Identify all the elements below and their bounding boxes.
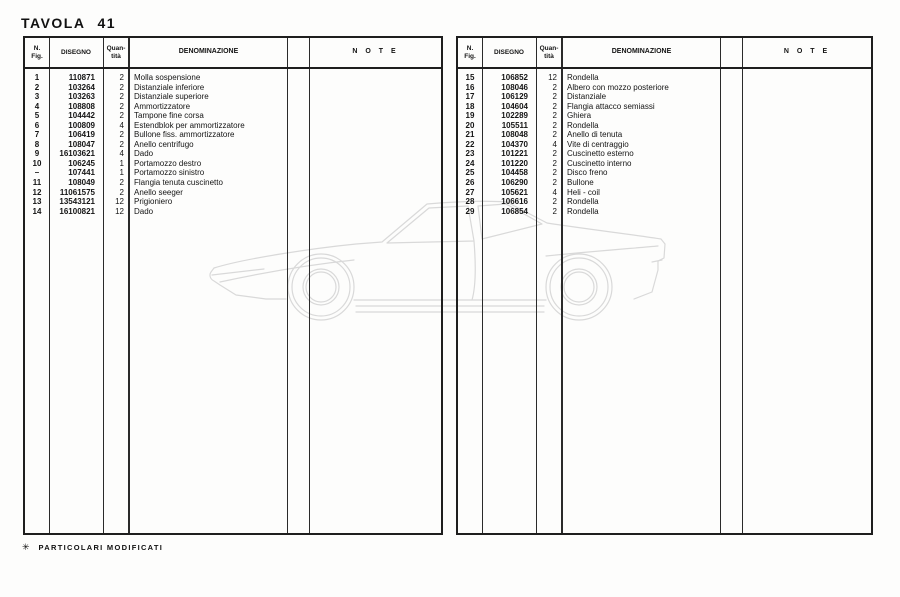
fig-number: 23 (465, 149, 475, 159)
fig-number: 13 (32, 197, 42, 207)
drawing-number: 102289 (501, 111, 528, 121)
fig-number: 17 (465, 92, 475, 102)
quantity: 2 (552, 120, 557, 130)
footer-label: PARTICOLARI MODIFICATI (38, 542, 164, 552)
quantity: 2 (552, 178, 557, 188)
fig-number: 19 (465, 111, 475, 121)
header-quantita: Quan- tità (539, 44, 559, 60)
header-disegno: DISEGNO (494, 48, 524, 56)
fig-number: 11 (32, 178, 42, 188)
quantity: 4 (119, 120, 124, 130)
denomination: Portamozzo destro (134, 158, 202, 168)
header-denominazione: DENOMINAZIONE (611, 48, 672, 56)
asterisk-icon: ✳ (22, 542, 30, 552)
drawing-number: 107441 (68, 168, 95, 178)
drawing-number: 13543121 (59, 197, 95, 207)
denomination: Prigioniero (134, 197, 173, 207)
fig-number: 4 (34, 101, 40, 111)
table-row (25, 149, 441, 159)
table-row (458, 102, 871, 112)
fig-number: 18 (465, 101, 475, 111)
drawing-number: 101220 (501, 158, 528, 168)
denomination: Anello seeger (134, 187, 183, 197)
drawing-number: 108049 (68, 178, 95, 188)
denomination: Heli - coil (567, 187, 600, 197)
denomination: Estendblok per ammortizzatore (134, 120, 245, 130)
quantity: 12 (115, 197, 124, 207)
table-row (458, 159, 871, 169)
quantity: 2 (552, 92, 557, 102)
denomination: Bullone (567, 178, 594, 188)
fig-number: 9 (34, 149, 40, 159)
denomination: Anello di tenuta (567, 130, 623, 140)
fig-number: 25 (465, 168, 475, 178)
drawing-number: 110871 (68, 73, 95, 82)
quantity: 12 (115, 206, 124, 216)
table-row (458, 188, 871, 198)
quantity: 2 (119, 73, 124, 82)
drawing-number: 105621 (501, 187, 528, 197)
denomination: Bullone fiss. ammortizzatore (134, 130, 235, 140)
table-row (458, 92, 871, 102)
quantity: 1 (119, 158, 124, 168)
fig-number: 27 (465, 187, 475, 197)
drawing-number: 108808 (68, 101, 95, 111)
drawing-number: 16103621 (59, 149, 95, 159)
drawing-number: 11061575 (59, 187, 95, 197)
quantity: 2 (552, 197, 557, 207)
table-row (25, 130, 441, 140)
denomination: Rondella (567, 197, 599, 207)
fig-number: 21 (465, 130, 475, 140)
table-row (25, 197, 441, 207)
table-row (458, 130, 871, 140)
drawing-number: 108046 (501, 82, 528, 92)
drawing-number: 16100821 (59, 206, 95, 216)
table-row (458, 140, 871, 150)
denomination: Molla sospensione (134, 73, 201, 82)
denomination: Distanziale superiore (134, 92, 209, 102)
table-row (25, 111, 441, 121)
denomination: Distanziale (567, 92, 607, 102)
table-row (25, 121, 441, 131)
page-title (21, 15, 116, 31)
denomination: Rondella (567, 120, 599, 130)
drawing-number: 104604 (501, 101, 528, 111)
table-row (25, 102, 441, 112)
footer-legend (22, 542, 163, 552)
drawing-number: 106616 (501, 197, 528, 207)
denomination: Tampone fine corsa (134, 111, 204, 121)
fig-number: 3 (34, 92, 40, 102)
header-quantita: Quan- tità (106, 44, 126, 60)
fig-number: 1 (34, 73, 40, 82)
parts-table-left (23, 36, 443, 535)
header-disegno: DISEGNO (61, 48, 91, 56)
table-row (25, 92, 441, 102)
table-body (458, 73, 871, 216)
table-row (458, 168, 871, 178)
fig-number: 5 (34, 111, 40, 121)
table-row (458, 111, 871, 121)
quantity: 2 (552, 158, 557, 168)
quantity: 1 (119, 168, 124, 178)
fig-number: 26 (465, 178, 475, 188)
table-row (458, 83, 871, 93)
table-row (25, 188, 441, 198)
table-header (458, 38, 871, 69)
quantity: 2 (552, 130, 557, 140)
drawing-number: 106419 (68, 130, 95, 140)
fig-number: 10 (32, 158, 42, 168)
quantity: 2 (119, 82, 124, 92)
quantity: 2 (119, 130, 124, 140)
fig-number: 16 (465, 82, 475, 92)
quantity: 2 (552, 168, 557, 178)
quantity: 2 (552, 82, 557, 92)
drawing-number: 103264 (68, 82, 95, 92)
denomination: Anello centrifugo (134, 139, 194, 149)
drawing-number: 104458 (501, 168, 528, 178)
parts-table-right (456, 36, 873, 535)
quantity: 2 (119, 101, 124, 111)
drawing-number: 106129 (501, 92, 528, 102)
denomination: Rondella (567, 73, 599, 82)
quantity: 2 (552, 111, 557, 121)
drawing-number: 106245 (68, 158, 95, 168)
drawing-number: 106290 (501, 178, 528, 188)
fig-number: 6 (34, 120, 40, 130)
drawing-number: 101221 (501, 149, 528, 159)
table-row (25, 207, 441, 217)
fig-number: 14 (32, 206, 42, 216)
table-body (25, 73, 441, 216)
denomination: Cuscinetto esterno (567, 149, 634, 159)
quantity: 2 (119, 187, 124, 197)
drawing-number: 104442 (68, 111, 95, 121)
denomination: Dado (134, 149, 154, 159)
fig-number: 2 (34, 82, 40, 92)
denomination: Disco freno (567, 168, 608, 178)
drawing-number: 108048 (501, 130, 528, 140)
fig-number: 8 (34, 139, 40, 149)
drawing-number: 108047 (68, 139, 95, 149)
drawing-number: 105511 (501, 120, 528, 130)
denomination: Albero con mozzo posteriore (567, 82, 669, 92)
fig-number: – (34, 168, 40, 178)
denomination: Vite di centraggio (567, 139, 629, 149)
denomination: Distanziale inferiore (134, 82, 205, 92)
denomination: Flangia attacco semiassi (567, 101, 655, 111)
header-note: N O T E (783, 48, 831, 56)
quantity: 2 (119, 111, 124, 121)
header-note: N O T E (352, 48, 399, 56)
quantity: 12 (548, 73, 557, 82)
denomination: Portamozzo sinistro (134, 168, 205, 178)
table-header (25, 38, 441, 69)
header-denominazione: DENOMINAZIONE (178, 48, 239, 56)
quantity: 2 (119, 178, 124, 188)
table-row (458, 207, 871, 217)
denomination: Cuscinetto interno (567, 158, 632, 168)
header-fig: N. Fig. (464, 44, 476, 60)
quantity: 2 (552, 206, 557, 216)
quantity: 2 (552, 101, 557, 111)
table-row (25, 140, 441, 150)
denomination: Flangia tenuta cuscinetto (134, 178, 223, 188)
fig-number: 12 (32, 187, 42, 197)
quantity: 4 (119, 149, 124, 159)
table-row (458, 121, 871, 131)
fig-number: 29 (465, 206, 475, 216)
fig-number: 24 (465, 158, 475, 168)
title-word: TAVOLA (21, 15, 86, 31)
fig-number: 20 (465, 120, 475, 130)
table-row (458, 178, 871, 188)
denomination: Ammortizzatore (134, 101, 191, 111)
quantity: 2 (119, 92, 124, 102)
denomination: Dado (134, 206, 154, 216)
denomination: Rondella (567, 206, 599, 216)
drawing-number: 100809 (68, 120, 95, 130)
header-fig: N. Fig. (31, 44, 43, 60)
quantity: 2 (119, 139, 124, 149)
fig-number: 28 (465, 197, 475, 207)
table-row (25, 178, 441, 188)
quantity: 4 (552, 139, 557, 149)
fig-number: 22 (465, 139, 475, 149)
fig-number: 15 (465, 73, 475, 82)
title-number: 41 (97, 15, 117, 31)
drawing-number: 106854 (501, 206, 528, 216)
quantity: 4 (552, 187, 557, 197)
table-row (25, 168, 441, 178)
drawing-number: 106852 (501, 73, 528, 82)
table-row (458, 73, 871, 83)
table-row (25, 73, 441, 83)
table-row (458, 197, 871, 207)
drawing-number: 104370 (501, 139, 528, 149)
table-row (458, 149, 871, 159)
table-row (25, 83, 441, 93)
fig-number: 7 (34, 130, 40, 140)
denomination: Ghiera (567, 111, 592, 121)
table-row (25, 159, 441, 169)
quantity: 2 (552, 149, 557, 159)
drawing-number: 103263 (68, 92, 95, 102)
